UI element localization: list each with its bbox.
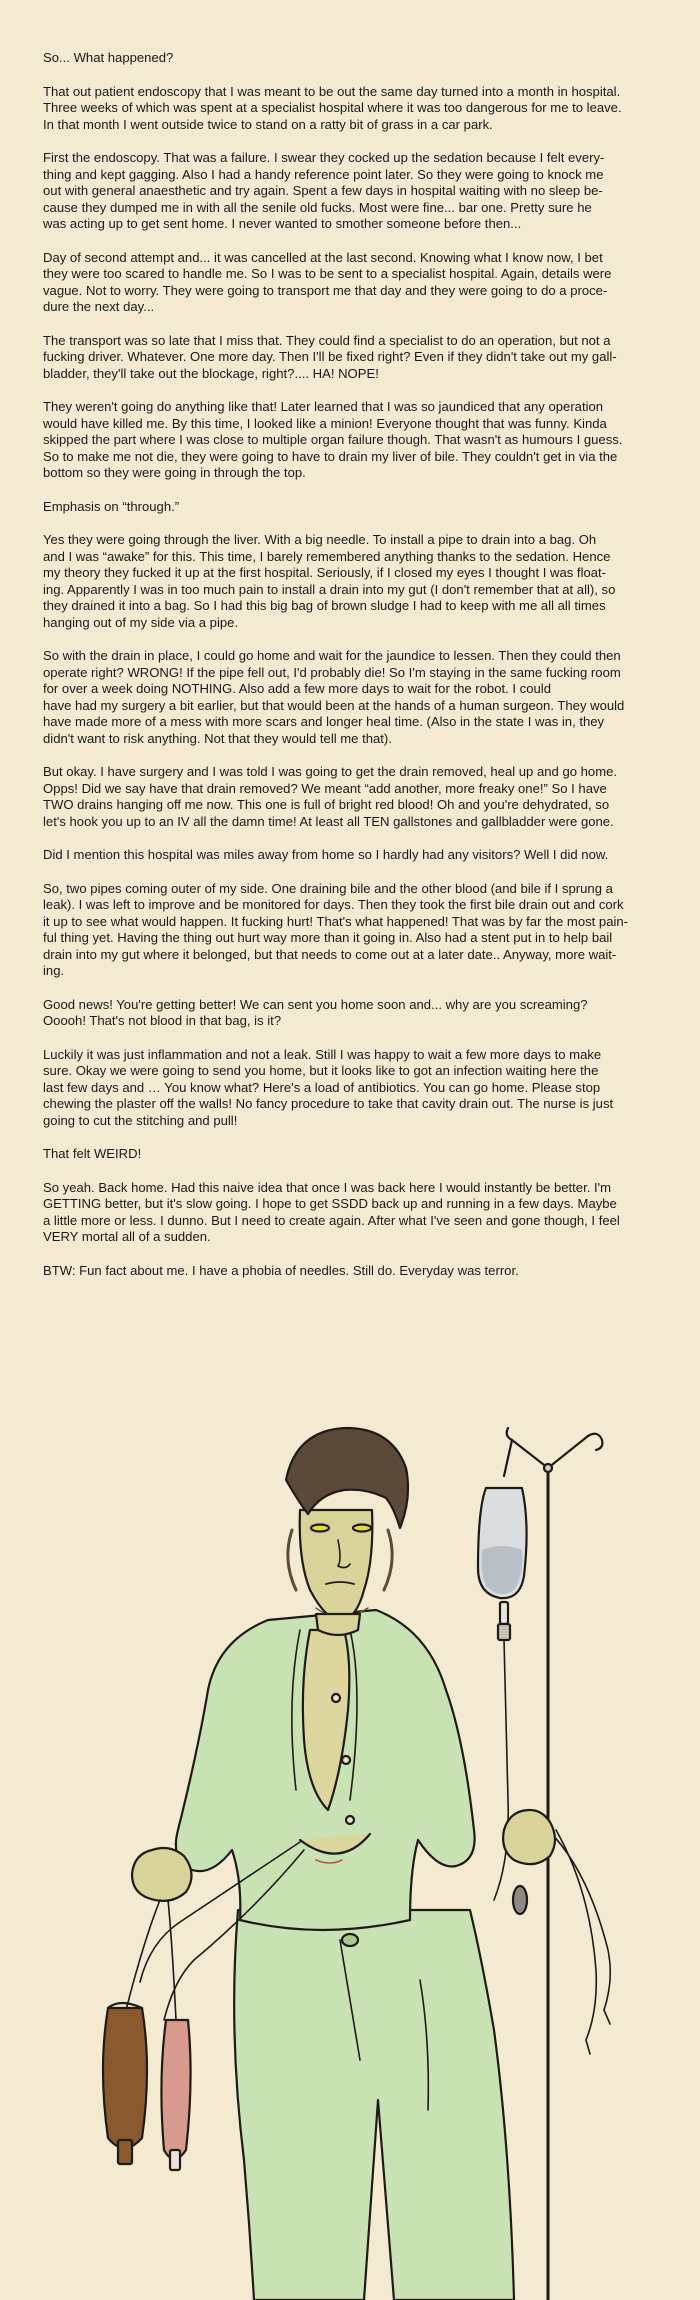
patient-drawing [0,1380,700,2300]
paragraph: The transport was so late that I miss that. They could find a specialist to do an operation, but not a fucking driver. Whatever. One more day. Then I'll be fixed right? Even if they didn't take out my gall- bladder, they'll take out the blockage, right?.... HA! NOPE! [43,332,617,381]
paragraph: Good news! You're getting better! We can sent you home soon and... why are you screaming? Ooooh! That's not blood in that bag, is it? [43,996,588,1028]
paragraph: Did I mention this hospital was miles away from home so I hardly had any visitors? Well I did now. [43,847,609,862]
paragraph: But okay. I have surgery and I was told I was going to get the drain removed, heal up and go home. Opps! Did we say have that drain removed? We meant “add another, more freaky one!” So I have TWO drains hanging off me now. This one is full of bright red blood! Oh and you're dehydrated, so let's hook you up to an IV all the damn time! At least all TEN gallstones and gallbladder were gone. [43,764,618,829]
blood-drain-bag [161,2020,190,2170]
paragraph: So with the drain in place, I could go home and wait for the jaundice to lessen. Then they could then operate right? WRONG! If the pipe fell out, I'd probably die! So I'm staying in the same fucking room for over a week doing NOTHING. Also add a few more days to wait for the robot. I could have had my surgery a bit earlier, but that would been at the hands of a human surgeon. They would have made more of a mess with more scars and longer heal time. (Also in the state I was in, they didn't want to risk anything. Not that they would tell me that). [43,648,625,746]
hospital-patient-illustration [0,1380,700,2300]
paragraph: That felt WEIRD! [43,1146,142,1161]
paragraph: First the endoscopy. That was a failure. I swear they cocked up the sedation because I felt every- thing and kept gagging. Also I had a handy reference point later. So they were going to knock me out with general anaesthetic and try again. Spent a few days in hospital waiting with no sleep be- cause they dumped me in with all the senile old fucks. Most were fine... bar one. Pretty sure he was acting up to get sent home. I never wanted to smother someone before then... [43,150,605,231]
left-hand [132,1848,192,1901]
paragraph: So yeah. Back home. Had this naive idea that once I was back here I would instantly be better. I'm GETTING better, but it's slow going. I hope to get SSDD back up and running in a few days. Maybe a little more or less. I dunno. But I need to create again. After what I've seen and gone though, I feel VERY mortal all of a sudden. [43,1179,620,1244]
bile-drain-bag [103,2003,147,2164]
iv-tube-loops [548,1830,610,2054]
story-text [43,50,673,1296]
patient-head [286,1428,408,1635]
paragraph: BTW: Fun fact about me. I have a phobia of needles. Still do. Everyday was terror. [43,1262,519,1278]
paragraph: Luckily it was just inflammation and not a leak. Still I was happy to wait a few more days to make sure. Okay we were going to send you home, but it looks like to got an infection waiting here the last few days and … You know what? Here's a load of antibiotics. You can go home. Please stop chewing the plaster off the walls! No fancy procedure to take that cavity drain out. The nurse is just going to cut the stitching and pull! [43,1046,614,1128]
pajama-shirt [176,1610,475,1930]
paragraph: So, two pipes coming outer of my side. One draining bile and the other blood (and bile if I sprung a leak). I was left to improve and be monitored for days. Then they took the first bile drain out and cork it up to see what would happen. It fucking hurt! That's what happened! That was by far the most pain- ful thing yet. Having the thing out hurt way more than it going in. Also had a stent put in to help bail drain into my gut where it belonged, but that needs to come out at a later date.. Anyway, more wait- ing. [43,880,629,978]
pajama-pants [234,1910,514,2300]
paragraph: That out patient endoscopy that I was meant to be out the same day turned into a month in hospital. Three weeks of which was spent at a specialist hospital where it was too dangerous for me to leave. In that month I went outside twice to stand on a ratty bit of grass in a car park. [43,83,622,132]
paragraph: Yes they were going through the liver. With a big needle. To install a pipe to drain into a bag. Oh and I was “awake” for this. This time, I barely remembered anything thanks to the sedation. Hence my theory they fucked it up at the first hospital. Seriously, if I closed my eyes I thought I was float- ing. Apparently I was in too much pain to install a drain into my gut (I don't remember that at all), so they drained it into a bag. So I had this big bag of brown sludge I had to keep with me all all times hanging out of my side via a pipe. [43,532,616,630]
paragraph: They weren't going do anything like that! Later learned that I was so jaundiced that any operation would have killed me. By this time, I looked like a minion! Everyone thought that was funny. Kinda skipped the part where I was close to multiple organ failure though. That wasn't as humours I guess. So to make me not die, they were going to have to drain my liver of bile. They couldn't get in via the bottom so they were going in through the top. [43,399,623,480]
paragraph: Day of second attempt and... it was cancelled at the last second. Knowing what I know now, I bet they were too scared to handle me. So I was to be sent to a specialist hospital. Again, details were vague. Not to worry. They were going to transport me that day and they were going to do a proce- dure the next day... [43,249,612,314]
paragraph: So... What happened? [43,50,174,65]
paragraph: Emphasis on “through.” [43,498,180,514]
